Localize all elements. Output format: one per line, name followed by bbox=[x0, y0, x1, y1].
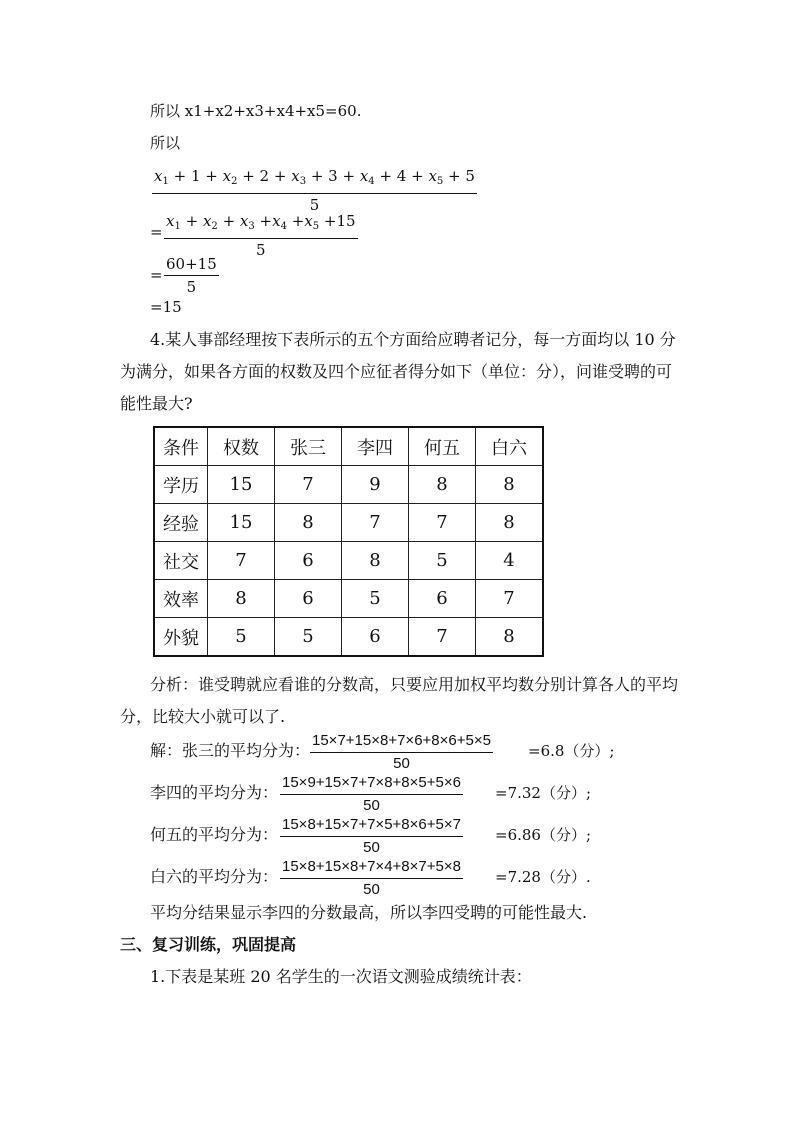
solution-hewu-fraction bbox=[280, 815, 463, 858]
solution-lisi-result: =7.32（分）; bbox=[495, 784, 592, 802]
section-3-heading: 三、复习训练，巩固提高 bbox=[120, 935, 297, 954]
solution-zhangsan-fraction bbox=[310, 731, 493, 774]
table-cell: 7 bbox=[476, 580, 544, 618]
table-cell: 5 bbox=[409, 542, 476, 580]
solution-zhangsan-label: 解：张三的平均分为： bbox=[150, 741, 311, 760]
exercise-1: 1.下表是某班 20 名学生的一次语文测验成绩统计表： bbox=[150, 967, 532, 986]
table-header-cell: 何五 bbox=[409, 427, 476, 466]
table-header-row bbox=[154, 427, 543, 466]
solution-zhangsan-result: =6.8（分）; bbox=[528, 742, 615, 760]
table-row bbox=[154, 466, 543, 504]
solution-hewu-label: 何五的平均分为： bbox=[150, 825, 279, 844]
equals-sign-3: = bbox=[150, 266, 163, 284]
solution-lisi-fraction bbox=[280, 773, 463, 816]
solution-bailiu-denominator: 50 bbox=[363, 881, 380, 898]
formula-2-numerator: $x_1 + x_2 + x_3 +x_4 +x_5 +15$ bbox=[164, 211, 358, 239]
table-row bbox=[154, 504, 543, 542]
table-cell: 外貌 bbox=[154, 618, 208, 657]
table-cell: 8 bbox=[342, 542, 409, 580]
solution-bailiu-numerator: 15×8+15×8+7×4+8×7+5×8 bbox=[280, 857, 463, 879]
table-cell: 7 bbox=[409, 618, 476, 657]
table-row bbox=[154, 542, 543, 580]
table-cell: 6 bbox=[275, 542, 342, 580]
table-cell: 5 bbox=[275, 618, 342, 657]
table-cell: 8 bbox=[476, 466, 544, 504]
solution-bailiu-result: =7.28（分）. bbox=[495, 868, 591, 886]
equals-sign-2: = bbox=[150, 223, 163, 241]
table-cell: 效率 bbox=[154, 580, 208, 618]
table-header-cell: 李四 bbox=[342, 427, 409, 466]
table-cell: 7 bbox=[409, 504, 476, 542]
solution-zhangsan-denominator: 50 bbox=[393, 755, 410, 772]
solution-hewu-result: =6.86（分）; bbox=[495, 826, 592, 844]
table-header-cell: 白六 bbox=[476, 427, 544, 466]
table-cell: 7 bbox=[275, 466, 342, 504]
formula-3-numerator: 60+15 bbox=[164, 254, 219, 276]
solution-lisi-numerator: 15×9+15×7+7×8+8×5+5×6 bbox=[280, 773, 463, 795]
table-cell: 经验 bbox=[154, 504, 208, 542]
formula-fraction-1 bbox=[152, 166, 477, 215]
table-row bbox=[154, 618, 543, 657]
table-cell: 6 bbox=[342, 618, 409, 657]
line-sum-sixty: 所以 x1+x2+x3+x4+x5=60. bbox=[150, 102, 362, 120]
solution-hewu-denominator: 50 bbox=[363, 839, 380, 856]
table-cell: 学历 bbox=[154, 466, 208, 504]
table-header-cell: 条件 bbox=[154, 427, 208, 466]
table-cell: 5 bbox=[342, 580, 409, 618]
solution-zhangsan-numerator: 15×7+15×8+7×6+8×6+5×5 bbox=[310, 731, 493, 753]
formula-fraction-2 bbox=[164, 211, 358, 260]
problem-4-line-1: 4.某人事部经理按下表所示的五个方面给应聘者记分，每一方面均以 10 分 bbox=[150, 330, 676, 349]
table-cell: 9 bbox=[342, 466, 409, 504]
formula-fraction-3 bbox=[164, 254, 219, 297]
formula-1-numerator: $x_1 + 1 + x_2 + 2 + x_3 + 3 + x_4 + 4 + x_5 + 5$ bbox=[152, 166, 477, 194]
conclusion: 平均分结果显示李四的分数最高，所以李四受聘的可能性最大. bbox=[150, 903, 588, 922]
formula-2-denominator: 5 bbox=[256, 241, 266, 259]
table-row bbox=[154, 580, 543, 618]
table-cell: 15 bbox=[208, 466, 275, 504]
analysis-line-1: 分析：谁受聘就应看谁的分数高，只要应用加权平均数分别计算各人的平均 bbox=[150, 675, 679, 694]
solution-lisi-denominator: 50 bbox=[363, 797, 380, 814]
solution-hewu-numerator: 15×8+15×7+7×5+8×6+5×7 bbox=[280, 815, 463, 837]
table-cell: 8 bbox=[208, 580, 275, 618]
table-cell: 6 bbox=[275, 580, 342, 618]
table-header-cell: 张三 bbox=[275, 427, 342, 466]
formula-result: =15 bbox=[150, 298, 182, 316]
table-cell: 8 bbox=[476, 504, 544, 542]
analysis-line-2: 分，比较大小就可以了. bbox=[120, 707, 286, 726]
problem-4-line-3: 能性最大? bbox=[120, 394, 193, 413]
table-cell: 社交 bbox=[154, 542, 208, 580]
table-cell: 15 bbox=[208, 504, 275, 542]
score-table bbox=[153, 426, 544, 657]
formula-3-denominator: 5 bbox=[186, 278, 197, 296]
line-therefore: 所以 bbox=[150, 134, 181, 152]
formula-1-denominator: 5 bbox=[309, 196, 320, 214]
solution-lisi-label: 李四的平均分为： bbox=[150, 783, 279, 802]
solution-bailiu-label: 白六的平均分为： bbox=[150, 867, 279, 886]
table-cell: 8 bbox=[409, 466, 476, 504]
table-cell: 8 bbox=[476, 618, 544, 657]
problem-4-line-2: 为满分，如果各方面的权数及四个应征者得分如下（单位：分），问谁受聘的可 bbox=[120, 362, 673, 381]
table-cell: 8 bbox=[275, 504, 342, 542]
table-cell: 7 bbox=[342, 504, 409, 542]
solution-bailiu-fraction bbox=[280, 857, 463, 900]
table-cell: 6 bbox=[409, 580, 476, 618]
table-header-cell: 权数 bbox=[208, 427, 275, 466]
table-cell: 5 bbox=[208, 618, 275, 657]
table-cell: 4 bbox=[476, 542, 544, 580]
table-cell: 7 bbox=[208, 542, 275, 580]
